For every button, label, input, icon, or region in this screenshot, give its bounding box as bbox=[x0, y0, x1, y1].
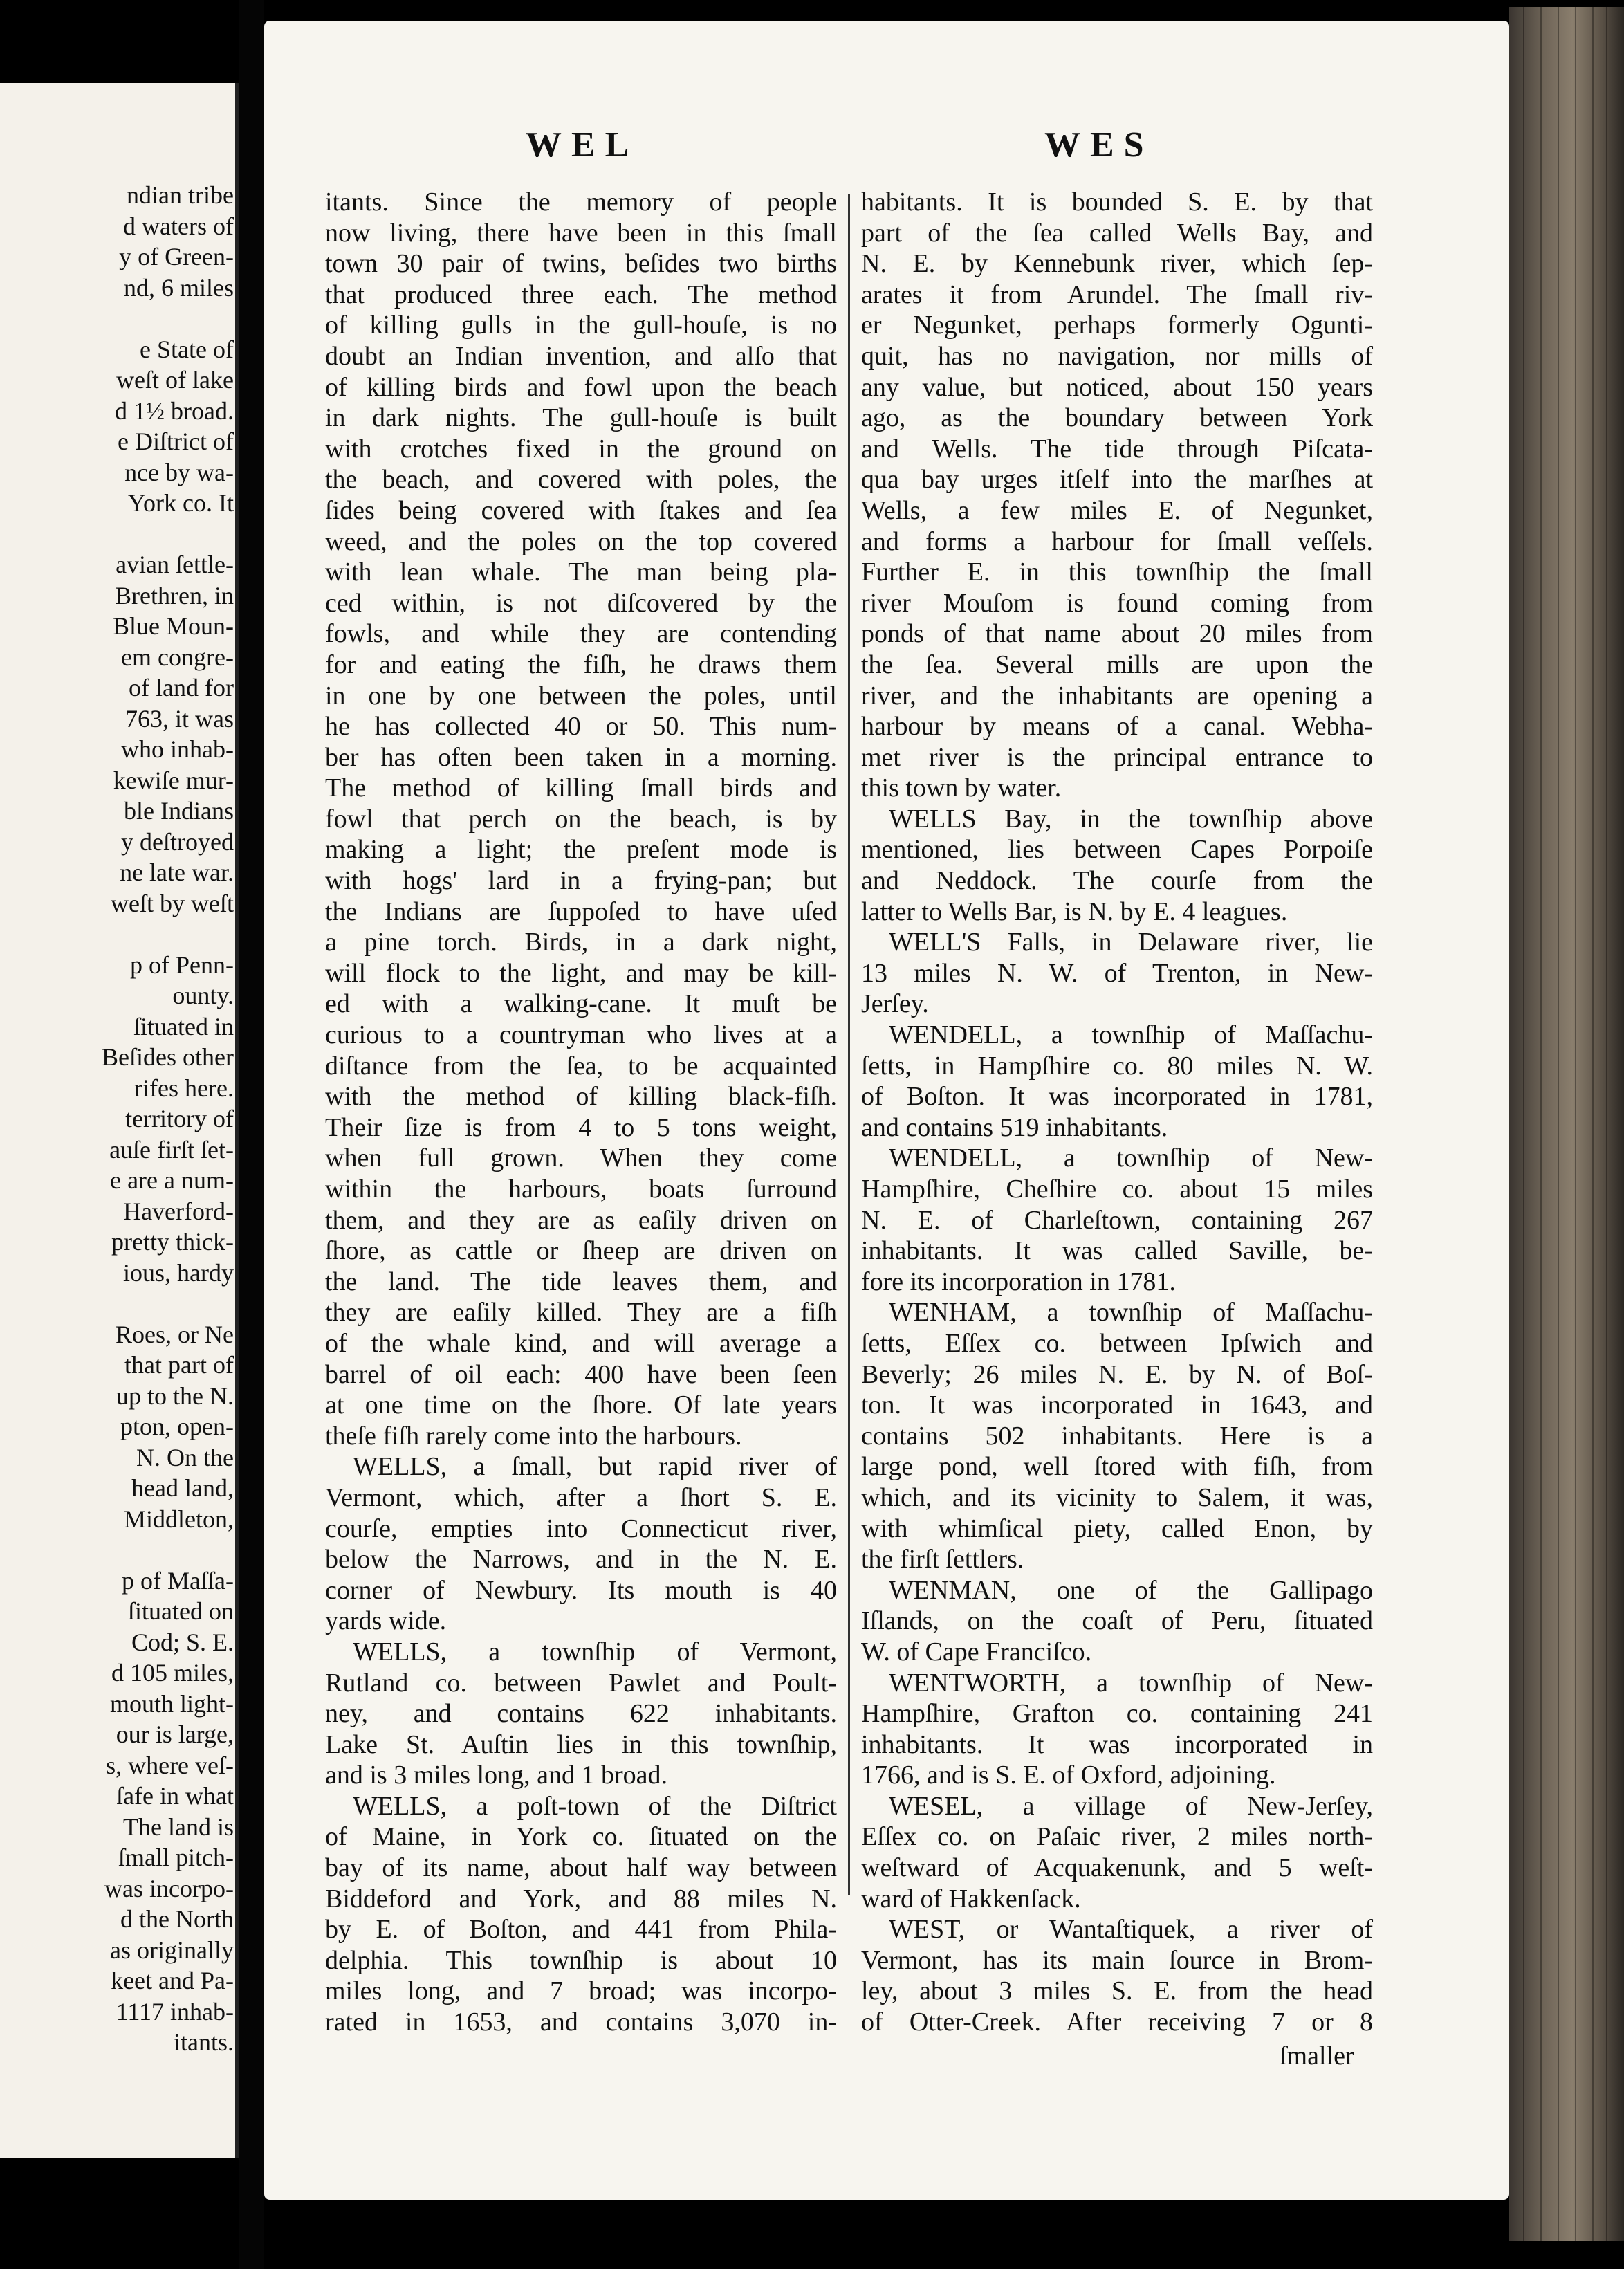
text-line: yards wide. bbox=[325, 1606, 447, 1636]
left-fragment-line: d the North bbox=[120, 1905, 234, 1933]
text-column-1 bbox=[325, 187, 837, 2038]
left-fragment-line: Beſides other bbox=[102, 1043, 234, 1071]
text-line: WENDELL, a townſhip of New- bbox=[889, 1143, 1373, 1173]
text-line: Lake St. Auſtin lies in this townſhip, bbox=[325, 1729, 837, 1759]
text-line: met river is the principal entrance to bbox=[861, 742, 1373, 772]
left-fragment-line: as originally bbox=[110, 1936, 234, 1964]
text-line: for and eating the fiſh, he draws them bbox=[325, 650, 837, 679]
left-fragment-line: s, where veſ- bbox=[106, 1751, 234, 1779]
text-line: Vermont, has its main ſource in Brom- bbox=[861, 1945, 1373, 1975]
left-fragment-line: nd, 6 miles bbox=[124, 273, 234, 302]
text-line: the firſt ſettlers. bbox=[861, 1545, 1024, 1574]
text-line: WELLS, a poſt-town of the Diſtrict bbox=[353, 1791, 837, 1821]
text-line: he has collected 40 or 50. This num- bbox=[325, 712, 837, 742]
text-line: ponds of that name about 20 miles from bbox=[861, 619, 1373, 649]
text-line: of Otter-Creek. After receiving 7 or 8 bbox=[861, 2008, 1373, 2037]
text-line: Eſſex co. on Paſaic river, 2 miles north- bbox=[861, 1822, 1373, 1852]
text-line: the ſea. Several mills are upon the bbox=[861, 650, 1373, 679]
text-line: WELLS, a townſhip of Vermont, bbox=[353, 1637, 837, 1666]
left-fragment-line: ndian tribe bbox=[127, 181, 234, 209]
text-line: Rutland co. between Pawlet and Poult- bbox=[325, 1668, 837, 1698]
text-line: the land. The tide leaves them, and bbox=[325, 1267, 837, 1296]
text-line: by E. of Boſton, and 441 from Phila- bbox=[325, 1915, 837, 1945]
text-line: Hampſhire, Cheſhire co. about 15 miles bbox=[861, 1175, 1373, 1204]
text-line: W. of Cape Franciſco. bbox=[861, 1637, 1092, 1666]
text-line: river Mouſom is found coming from bbox=[861, 588, 1373, 618]
book-gutter bbox=[239, 0, 264, 2269]
text-line: Their ſize is from 4 to 5 tons weight, bbox=[325, 1112, 837, 1142]
left-fragment-line: p of Penn- bbox=[130, 950, 234, 979]
text-line: er Negunket, perhaps formerly Ogunti- bbox=[861, 311, 1373, 340]
text-line: with crotches fixed in the ground on bbox=[325, 434, 837, 463]
text-line: N. E. by Kennebunk river, which ſep- bbox=[861, 249, 1373, 279]
left-fragment-line: mouth light- bbox=[110, 1689, 234, 1718]
text-line: of the whale kind, and will average a bbox=[325, 1328, 837, 1358]
left-fragment-line bbox=[6, 1534, 234, 1565]
left-fragment-line: p of Maſſa- bbox=[122, 1566, 234, 1595]
text-line: large pond, well ſtored with fiſh, from bbox=[861, 1452, 1373, 1482]
text-line: doubt an Indian invention, and alſo that bbox=[325, 341, 837, 371]
left-fragment-line: Cod; S. E. bbox=[131, 1628, 234, 1656]
left-fragment-line: Brethren, in bbox=[115, 581, 234, 609]
left-fragment-line: Middleton, bbox=[124, 1505, 234, 1533]
text-line: diſtance from the ſea, to be acquainted bbox=[325, 1051, 837, 1081]
text-line: them, and they are as eaſily driven on bbox=[325, 1205, 837, 1235]
left-page-text bbox=[6, 180, 234, 2058]
text-line: in dark nights. The gull-houſe is built bbox=[325, 403, 837, 433]
left-fragment-line: ſituated in bbox=[133, 1012, 234, 1040]
text-line: bay of its name, about half way between bbox=[325, 1853, 837, 1883]
left-fragment-line: was incorpo- bbox=[104, 1874, 234, 1902]
text-line: ton. It was incorporated in 1643, and bbox=[861, 1390, 1373, 1420]
left-fragment-line: nce by wa- bbox=[124, 458, 234, 486]
text-line: of Boſton. It was incorporated in 1781, bbox=[861, 1082, 1373, 1112]
left-fragment-line: ne late war. bbox=[120, 858, 234, 886]
left-fragment-line: d 1½ broad. bbox=[115, 396, 234, 425]
page-edges bbox=[1509, 7, 1624, 2241]
left-fragment-line: head land, bbox=[131, 1474, 234, 1502]
text-line: with hogs' lard in a frying-pan; but bbox=[325, 866, 837, 896]
text-line: latter to Wells Bar, is N. by E. 4 leagues. bbox=[861, 897, 1288, 926]
text-line: weſtward of Acquakenunk, and 5 weſt- bbox=[861, 1853, 1373, 1883]
text-line: fowl that perch on the beach, is by bbox=[325, 804, 837, 834]
text-line: any value, but noticed, about 150 years bbox=[861, 372, 1373, 402]
text-line: will flock to the light, and may be kill- bbox=[325, 958, 837, 988]
text-line: ber has often been taken in a morning. bbox=[325, 742, 837, 772]
text-line: ago, as the boundary between York bbox=[861, 403, 1373, 433]
left-fragment-line bbox=[6, 303, 234, 334]
left-fragment-line: d 105 miles, bbox=[111, 1659, 234, 1687]
left-page-fragment bbox=[0, 83, 239, 2158]
text-line: fore its incorporation in 1781. bbox=[861, 1267, 1176, 1296]
text-line: mentioned, lies between Capes Porpoiſe bbox=[861, 835, 1373, 865]
left-fragment-line: ſafe in what bbox=[116, 1782, 234, 1810]
text-line: Further E. in this townſhip the ſmall bbox=[861, 558, 1373, 587]
text-line: curious to a countryman who lives at a bbox=[325, 1020, 837, 1050]
left-fragment-line: auſe firſt ſet- bbox=[109, 1135, 234, 1164]
text-line: ward of Hakkenſack. bbox=[861, 1884, 1081, 1913]
text-line: harbour by means of a canal. Webha- bbox=[861, 712, 1373, 742]
text-line: WELLS Bay, in the townſhip above bbox=[889, 804, 1373, 834]
text-line: Biddeford and York, and 88 miles N. bbox=[325, 1884, 837, 1913]
text-line: rated in 1653, and contains 3,070 in- bbox=[325, 2008, 837, 2037]
text-line: of Maine, in York co. ſituated on the bbox=[325, 1822, 837, 1852]
text-line: in one by one between the poles, until bbox=[325, 681, 837, 710]
text-line: which, and its vicinity to Salem, it was, bbox=[861, 1482, 1373, 1512]
left-fragment-line: ble Indians bbox=[124, 797, 234, 825]
text-line: Beverly; 26 miles N. E. by N. of Boſ- bbox=[861, 1359, 1373, 1389]
text-line: theſe fiſh rarely come into the harbours. bbox=[325, 1421, 742, 1451]
text-line: weed, and the poles on the top covered bbox=[325, 526, 837, 556]
left-fragment-line: ounty. bbox=[172, 982, 234, 1009]
text-line: qua bay urges itſelf into the marſhes at bbox=[861, 465, 1373, 495]
text-line: WENDELL, a townſhip of Maſſachu- bbox=[889, 1020, 1373, 1050]
left-fragment-line: e are a num- bbox=[110, 1166, 234, 1194]
left-fragment-line: ſmall pitch- bbox=[118, 1844, 234, 1871]
text-line: and contains 519 inhabitants. bbox=[861, 1112, 1168, 1142]
left-fragment-line bbox=[6, 919, 234, 950]
text-line: itants. Since the memory of people bbox=[325, 187, 837, 217]
text-line: miles long, and 7 broad; was incorpo- bbox=[325, 1976, 837, 2006]
column-rule bbox=[848, 194, 850, 1895]
left-fragment-line: 1117 inhab- bbox=[116, 1997, 234, 2025]
text-line: at one time on the ſhore. Of late years bbox=[325, 1390, 837, 1420]
left-fragment-line: up to the N. bbox=[116, 1381, 234, 1410]
left-fragment-line: Roes, or Ne bbox=[116, 1320, 234, 1348]
catchword: ſmaller bbox=[1280, 2041, 1354, 2070]
left-fragment-line: ious, hardy bbox=[123, 1258, 234, 1287]
text-line: barrel of oil each: 400 have been ſeen bbox=[325, 1359, 837, 1389]
left-fragment-line: pretty thick- bbox=[111, 1228, 234, 1256]
text-line: WELL'S Falls, in Delaware river, lie bbox=[889, 928, 1373, 957]
text-line: corner of Newbury. Its mouth is 40 bbox=[325, 1575, 837, 1605]
text-line: ed with a walking-cane. It muſt be bbox=[325, 989, 837, 1019]
left-fragment-line: rifes here. bbox=[134, 1074, 234, 1102]
text-line: town 30 pair of twins, beſides two births bbox=[325, 249, 837, 279]
text-line: ſides being covered with ſtakes and ſea bbox=[325, 495, 837, 525]
left-fragment-line: e State of bbox=[140, 335, 234, 363]
left-fragment-line: em congre- bbox=[121, 643, 234, 671]
left-fragment-line: territory of bbox=[125, 1105, 234, 1132]
text-line: 1766, and is S. E. of Oxford, adjoining. bbox=[861, 1761, 1276, 1790]
text-line: with the method of killing black-fiſh. bbox=[325, 1082, 837, 1112]
text-line: 13 miles N. W. of Trenton, in New- bbox=[861, 958, 1373, 988]
text-line: inhabitants. It was called Saville, be- bbox=[861, 1236, 1373, 1266]
running-head-right: WES bbox=[1044, 125, 1154, 165]
text-line: of killing birds and fowl upon the beach bbox=[325, 372, 837, 402]
text-line: inhabitants. It was incorporated in bbox=[861, 1729, 1373, 1759]
text-line: contains 502 inhabitants. Here is a bbox=[861, 1421, 1373, 1451]
text-line: the beach, and covered with poles, the bbox=[325, 465, 837, 495]
text-line: The method of killing ſmall birds and bbox=[325, 773, 837, 803]
text-line: a pine torch. Birds, in a dark night, bbox=[325, 928, 837, 957]
left-fragment-line: 763, it was bbox=[125, 704, 234, 733]
left-fragment-line: The land is bbox=[123, 1812, 234, 1841]
left-fragment-line: e Diſtrict of bbox=[118, 428, 234, 455]
left-fragment-line: itants. bbox=[174, 2028, 234, 2056]
text-line: habitants. It is bounded S. E. by that bbox=[861, 187, 1373, 217]
text-line: WELLS, a ſmall, but rapid river of bbox=[353, 1452, 837, 1482]
left-fragment-line: d waters of bbox=[123, 212, 234, 240]
text-line: delphia. This townſhip is about 10 bbox=[325, 1945, 837, 1975]
text-line: Wells, a few miles E. of Negunket, bbox=[861, 495, 1373, 525]
text-line: of killing gulls in the gull-houſe, is no bbox=[325, 311, 837, 340]
text-line: Jerſey. bbox=[861, 989, 929, 1019]
left-fragment-line: who inhab- bbox=[121, 735, 234, 763]
text-line: N. E. of Charleſtown, containing 267 bbox=[861, 1205, 1373, 1235]
text-line: WESEL, a village of New-Jerſey, bbox=[889, 1791, 1373, 1821]
left-fragment-line bbox=[6, 1288, 234, 1319]
text-line: and forms a harbour for ſmall veſſels. bbox=[861, 526, 1373, 556]
text-line: that produced three each. The method bbox=[325, 279, 837, 309]
text-line: within the harbours, boats ſurround bbox=[325, 1175, 837, 1204]
text-line: with whimſical piety, called Enon, by bbox=[861, 1514, 1373, 1543]
left-fragment-line: weſt of lake bbox=[116, 366, 234, 394]
left-fragment-line: our is large, bbox=[116, 1720, 234, 1748]
text-line: fowls, and while they are contending bbox=[325, 619, 837, 649]
text-column-2 bbox=[861, 187, 1373, 2038]
text-line: ley, about 3 miles S. E. from the head bbox=[861, 1976, 1373, 2006]
text-line: with lean whale. The man being pla- bbox=[325, 558, 837, 587]
text-line: the Indians are ſuppoſed to have uſed bbox=[325, 897, 837, 926]
left-fragment-line: Blue Moun- bbox=[113, 612, 234, 640]
text-line: WENTWORTH, a townſhip of New- bbox=[889, 1668, 1373, 1698]
text-line: and is 3 miles long, and 1 broad. bbox=[325, 1761, 667, 1790]
text-line: quit, has no navigation, nor mills of bbox=[861, 341, 1373, 371]
text-line: ney, and contains 622 inhabitants. bbox=[325, 1699, 837, 1729]
left-fragment-line: pton, open- bbox=[120, 1413, 234, 1440]
text-line: they are eaſily killed. They are a fiſh bbox=[325, 1298, 837, 1328]
text-line: this town by water. bbox=[861, 773, 1062, 803]
text-line: WENMAN, one of the Gallipago bbox=[889, 1575, 1373, 1605]
text-line: part of the ſea called Wells Bay, and bbox=[861, 218, 1373, 248]
text-line: courſe, empties into Connecticut river, bbox=[325, 1514, 837, 1543]
left-fragment-line: y deſtroyed bbox=[121, 827, 234, 856]
text-line: WEST, or Wantaſtiquek, a river of bbox=[889, 1915, 1373, 1945]
text-line: Vermont, which, after a ſhort S. E. bbox=[325, 1482, 837, 1512]
text-line: arates it from Arundel. The ſmall riv- bbox=[861, 279, 1373, 309]
text-line: Hampſhire, Grafton co. containing 241 bbox=[861, 1699, 1373, 1729]
text-line: making a light; the preſent mode is bbox=[325, 835, 837, 865]
text-line: when full grown. When they come bbox=[325, 1143, 837, 1173]
text-line: river, and the inhabitants are opening a bbox=[861, 681, 1373, 710]
left-fragment-line: ſituated on bbox=[128, 1597, 234, 1625]
left-fragment-line: York co. It bbox=[127, 489, 234, 517]
text-line: ſetts, Eſſex co. between Ipſwich and bbox=[861, 1328, 1373, 1358]
text-line: now living, there have been in this ſmall bbox=[325, 218, 837, 248]
text-line: ced within, is not diſcovered by the bbox=[325, 588, 837, 618]
text-line: ſetts, in Hampſhire co. 80 miles N. W. bbox=[861, 1051, 1373, 1081]
text-line: WENHAM, a townſhip of Maſſachu- bbox=[889, 1298, 1373, 1328]
left-fragment-line: keet and Pa- bbox=[111, 1967, 234, 1994]
left-fragment-line: of land for bbox=[129, 674, 234, 701]
text-line: ſhore, as cattle or ſheep are driven on bbox=[325, 1236, 837, 1266]
running-head-left: WEL bbox=[526, 125, 639, 165]
left-fragment-line: kewiſe mur- bbox=[113, 766, 234, 794]
left-fragment-line: y of Green- bbox=[119, 243, 234, 270]
left-fragment-line: avian ſettle- bbox=[116, 551, 234, 578]
left-fragment-line bbox=[6, 519, 234, 550]
text-line: Iſlands, on the coaſt of Peru, ſituated bbox=[861, 1606, 1373, 1636]
left-fragment-line: that part of bbox=[124, 1351, 234, 1379]
left-fragment-line: N. On the bbox=[136, 1443, 234, 1471]
left-fragment-line: Haverford- bbox=[123, 1197, 234, 1225]
left-fragment-line: weſt by weſt bbox=[111, 889, 234, 917]
text-line: and Neddock. The courſe from the bbox=[861, 866, 1373, 896]
text-line: below the Narrows, and in the N. E. bbox=[325, 1545, 837, 1574]
text-line: and Wells. The tide through Piſcata- bbox=[861, 434, 1373, 463]
